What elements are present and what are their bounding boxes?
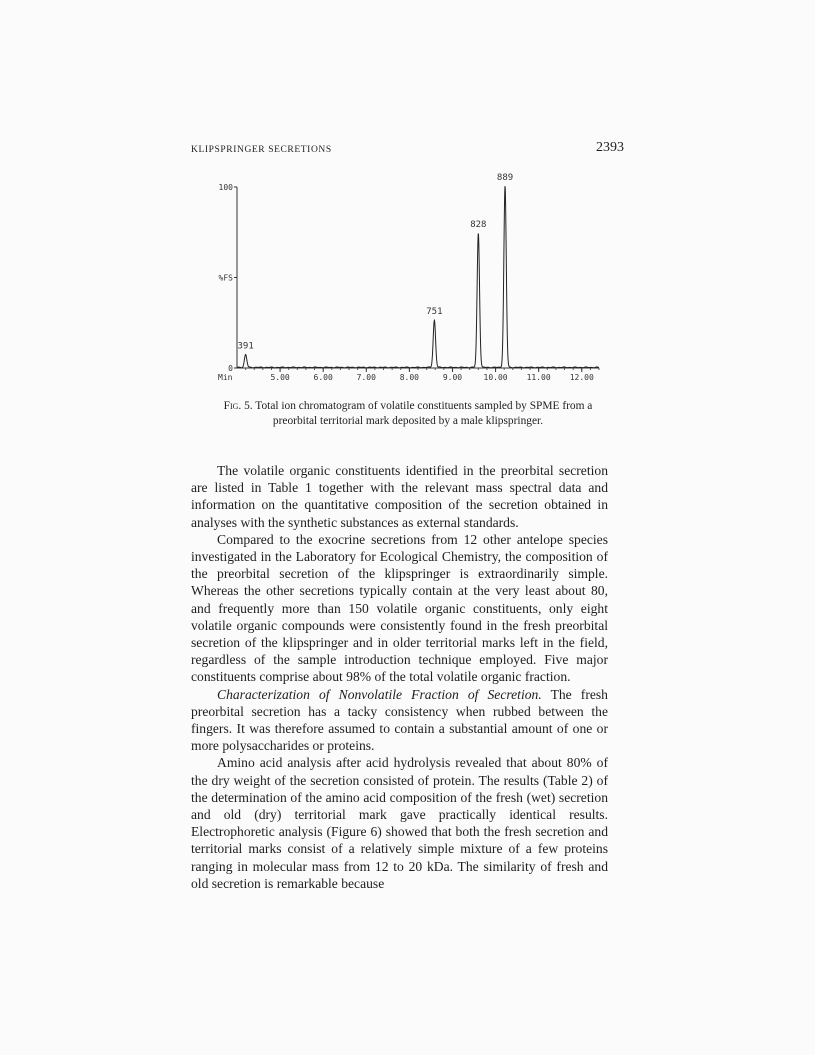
- x-tick-label: 8.00: [399, 373, 420, 382]
- page-number: 2393: [596, 140, 624, 155]
- y-tick-label: %FS: [218, 273, 233, 283]
- x-tick-label: 6.00: [313, 373, 333, 382]
- peak-labels: [237, 173, 513, 351]
- paragraph-4: Amino acid analysis after acid hydrolysis revealed that about 80% of the dry weight of the secretion consisted of protein. The results (Table 2) of the determination of the amino acid composition of the fresh (wet) secretion and old (dry) territorial mark gave practically identical results. Electrophoretic analysis (Figure 6) showed that both the fresh secretion and territorial marks consist of a relatively simple mixture of a few proteins ranging in molecular mass from 12 to 20 kDa. The similarity of fresh and old secretion is remarkable because: [191, 755, 608, 891]
- y-tick-label: 100: [218, 183, 233, 192]
- chromatogram-trace: [237, 186, 599, 368]
- peak-label: 391: [237, 341, 254, 352]
- paragraph-3-text: The fresh preorbital secretion has a tacky consistency when rubbed between the fingers. It was therefore assumed to contain a substantial amount of one or more polysaccharides or proteins.: [191, 686, 608, 754]
- figure-caption: [214, 399, 602, 428]
- chromatogram-chart: [0, 0, 815, 390]
- paragraph-1: The volatile organic constituents identified in the preorbital secretion are listed in Table 1 together with the relevant mass spectral data and information on the quantitative composition of the secretion obtained in analyses with the synthetic substances as external standards.: [191, 463, 608, 530]
- figure-label: Fig. 5.: [223, 400, 253, 412]
- x-tick-label: 5.00: [270, 373, 290, 382]
- section-heading: Characterization of Nonvolatile Fraction of Secretion.: [217, 686, 542, 702]
- y-tick-label: 0: [228, 364, 233, 373]
- paragraph-2: Compared to the exocrine secretions from 12 other antelope species investigated in the Laboratory for Ecological Chemistry, the composition of the preorbital secretion of the klipspringer is extraordinarily simple. Whereas the other secretions typically contain at the very least about 80, and frequently more than 150 volatile organic constituents, only eight volatile organic compounds were consistently found in the fresh preorbital secretion of the klipspringer and in older territorial marks left in the field, regardless of the sample introduction technique employed. Five major constituents comprise about 98% of the total volatile organic fraction.: [191, 531, 608, 685]
- peak-label: 828: [470, 220, 487, 231]
- running-head: KLIPSPRINGER SECRETIONS: [191, 145, 332, 155]
- figure-caption-text: Total ion chromatogram of volatile constituents sampled by SPME from a preorbital territorial mark deposited by a male klipspringer.: [255, 400, 593, 427]
- chart-axes: [237, 187, 599, 368]
- x-tick-label: 10.00: [483, 373, 508, 382]
- peak-label: 751: [426, 306, 443, 317]
- x-axis-label: Min: [218, 373, 233, 382]
- paragraph-3: [191, 686, 608, 755]
- x-tick-label: 11.00: [526, 373, 551, 382]
- x-tick-label: 9.00: [442, 373, 463, 382]
- chart-ticks: [218, 183, 599, 382]
- body-text: [191, 462, 608, 892]
- x-tick-label: 7.00: [356, 373, 376, 382]
- peak-label: 889: [496, 173, 514, 183]
- x-tick-label: 12.00: [569, 373, 594, 382]
